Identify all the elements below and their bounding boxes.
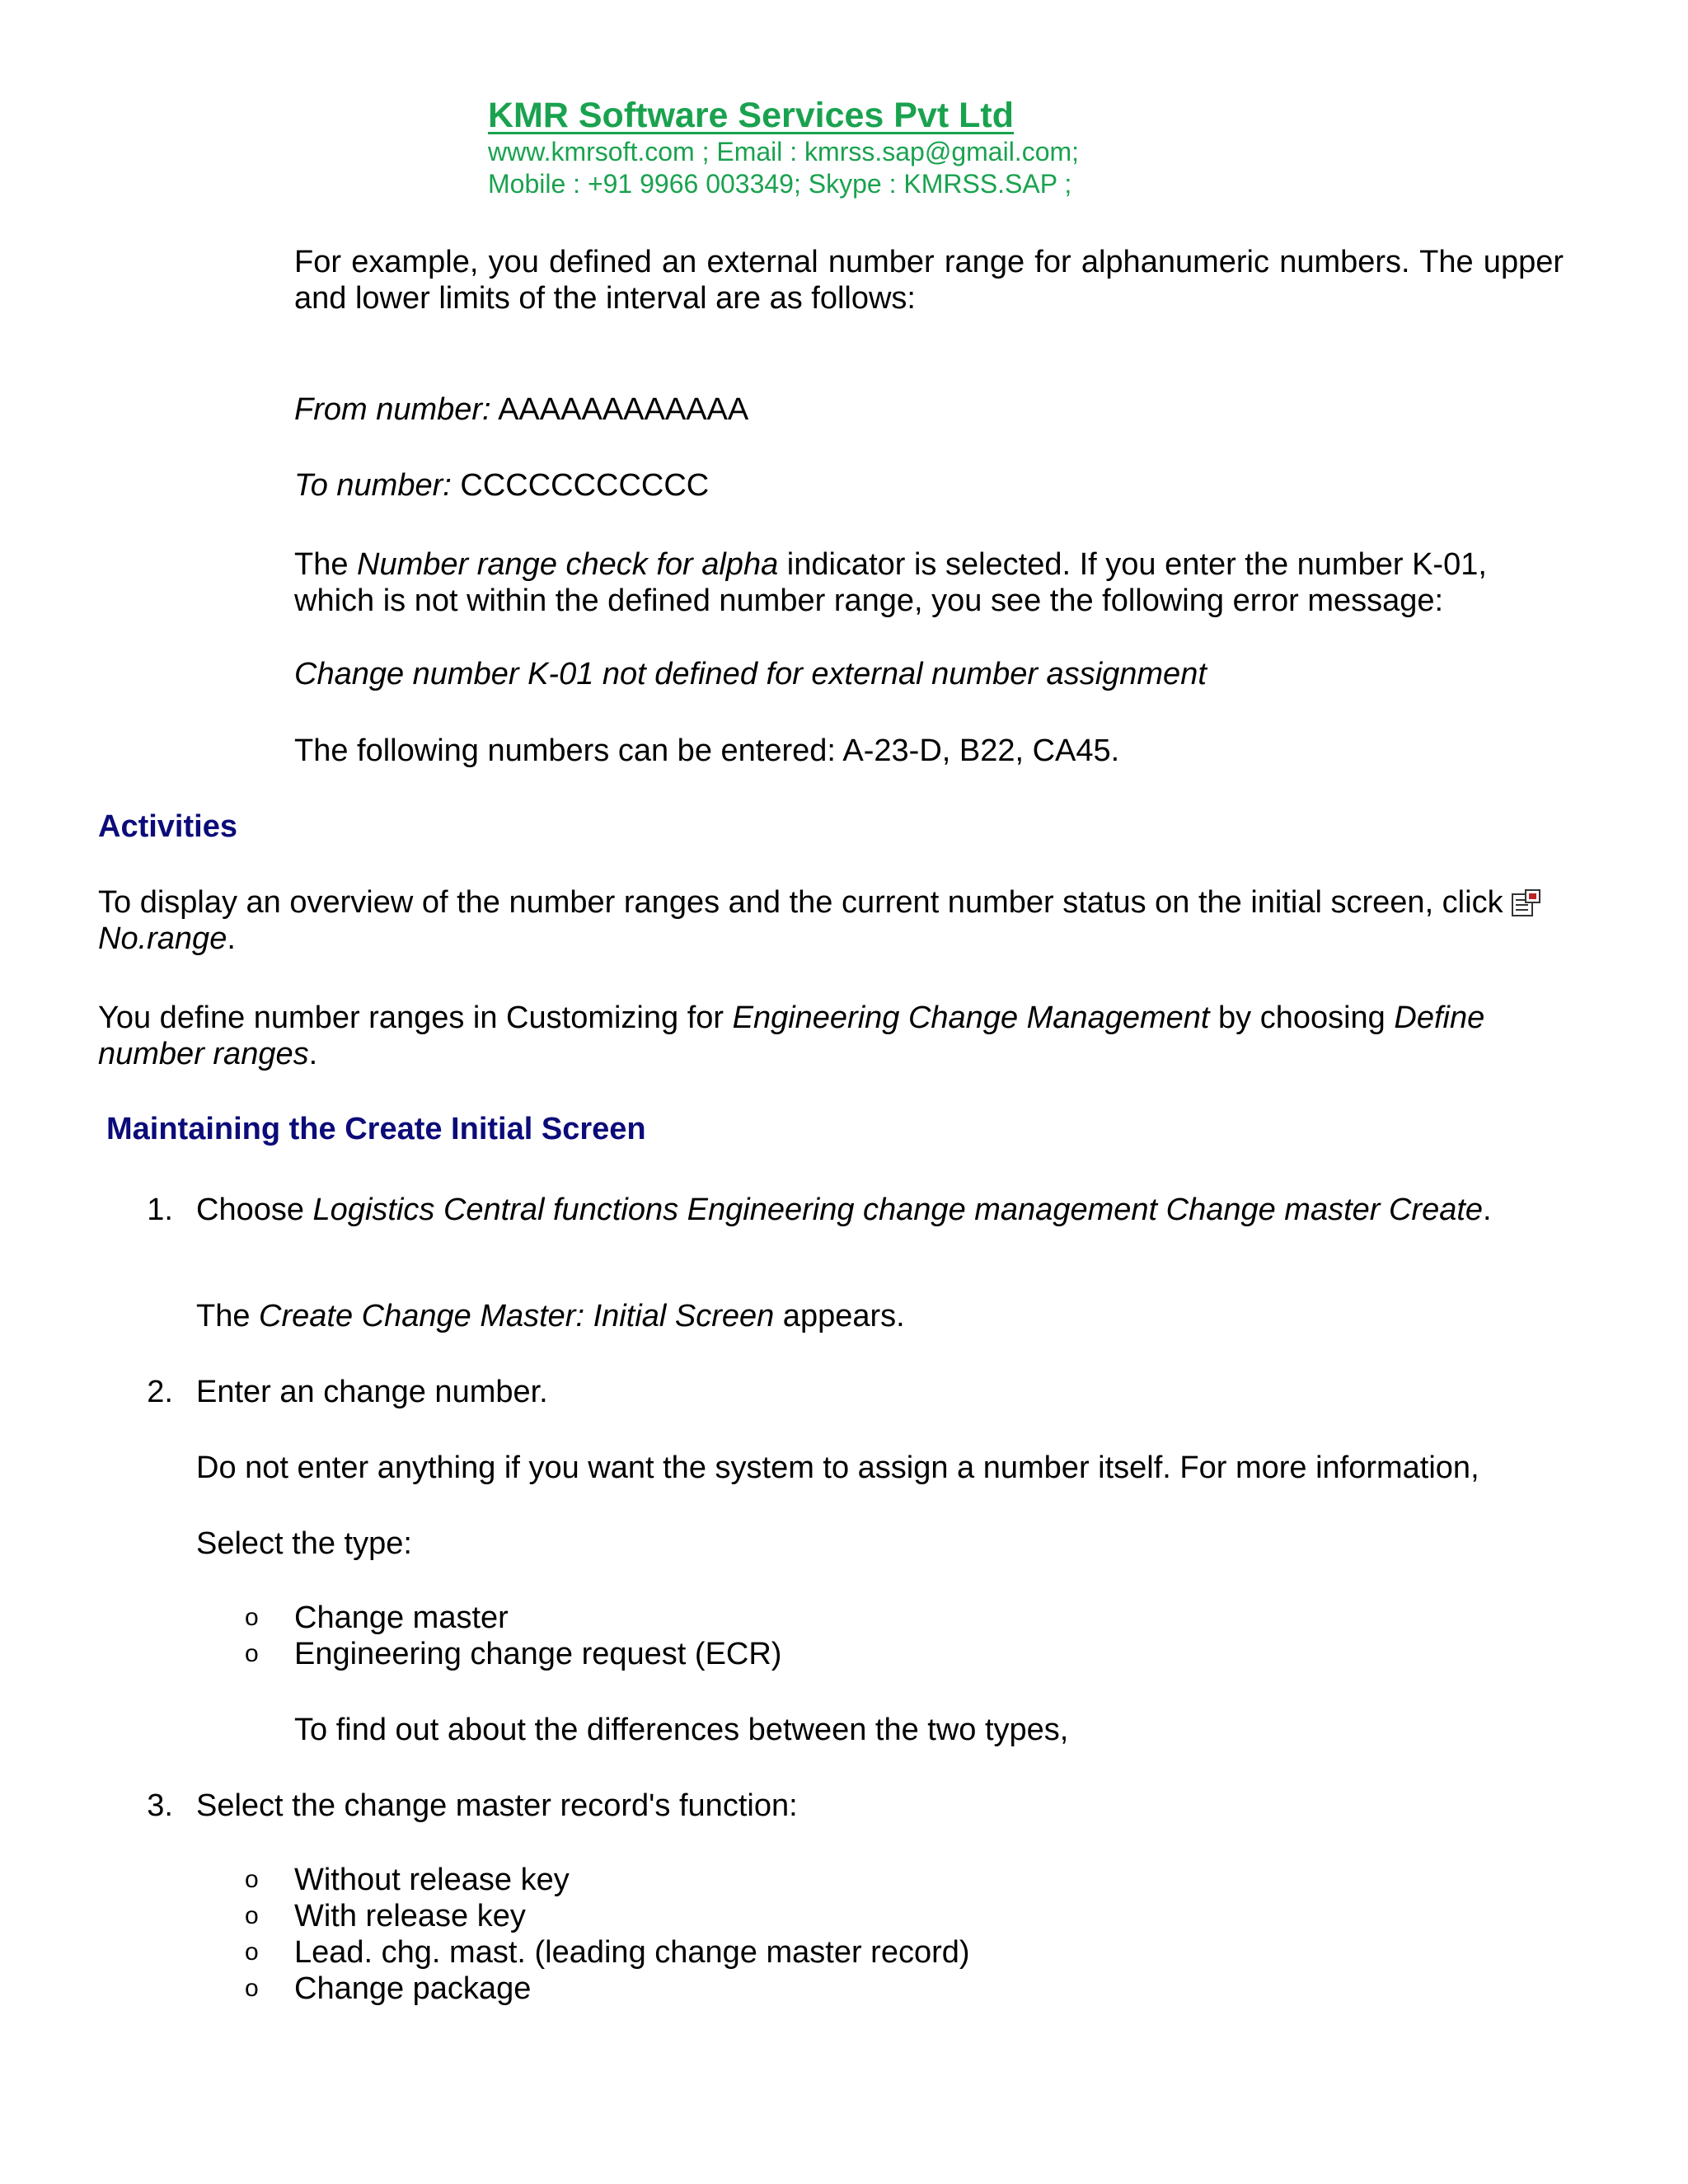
bullet: o [245,1604,259,1631]
activities-para2-text: You define number ranges in Customizing for [98,1001,733,1035]
step-3-number: 3. [147,1788,173,1823]
letterhead [488,96,1559,199]
bullet: o [245,1866,259,1893]
contact-line-phone-skype: Mobile : +91 9966 003349; Skype : KMRSS.SAP ; [488,168,1072,199]
step-1-end: . [1483,1193,1492,1227]
function-without-release-key: Without release key [294,1863,570,1897]
types-note: To find out about the differences between the two types, [294,1713,1069,1747]
step-1-pre: Choose [196,1193,313,1227]
function-with-release-key: With release key [294,1899,526,1933]
step-1-result-pre: The [196,1299,260,1333]
step-2-select-type: Select the type: [196,1526,412,1561]
function-leading-change-master: Lead. chg. mast. (leading change master record) [294,1935,970,1970]
bullet: o [245,1902,259,1929]
to-number-label: To number: [294,468,452,503]
activities-para1-text: To display an overview of the number ranges and the current number status on the initial screen, click [98,885,1512,920]
step-3: Select the change master record's function: [196,1788,798,1823]
check-indicator-name: Number range check for alpha [357,547,779,582]
error-message [294,656,1207,692]
activities-para2-mid: by choosing [1209,1001,1395,1035]
step-1 [196,1192,1581,1228]
function-change-package: Change package [294,1971,532,2006]
step-1-number: 1. [147,1193,173,1227]
step-1-result-post: appears. [774,1299,905,1333]
check-text-pre: The [294,547,358,582]
activities-para2-end: . [308,1037,318,1072]
ecm-customizing-name: Engineering Change Management [732,1001,1210,1035]
contact-line-web-email: www.kmrsoft.com ; Email : kmrss.sap@gmail.com; [488,137,1080,167]
error-message-text: Change number K-01 not defined for external number assignment [294,657,1207,691]
from-number-value: AAAAAAAAAAAA [490,392,749,427]
step-2-note: Do not enter anything if you want the system to assign a number itself. For more information, [196,1451,1479,1485]
initial-screen-name: Create Change Master: Initial Screen [259,1299,775,1333]
from-number-label: From number: [294,392,491,427]
from-number-line [294,391,748,428]
activities-para1-end: . [227,921,236,957]
example-paragraph: For example, you defined an external number range for alphanumeric numbers. The upper and lower limits of the interval are as follows: [294,245,1564,316]
maintaining-heading: Maintaining the Create Initial Screen [106,1112,646,1146]
allowed-numbers: The following numbers can be entered: A-23-D, B22, CA45. [294,733,1120,768]
type-ecr: Engineering change request (ECR) [294,1637,782,1671]
number-range-icon [1512,889,1541,917]
activities-heading: Activities [98,809,237,844]
bullet: o [245,1640,259,1667]
to-number-value: CCCCCCCCCCC [451,468,710,503]
activities-paragraph-2 [98,1000,1582,1072]
step-1-result [196,1298,905,1334]
step-2: Enter an change number. [196,1375,548,1409]
company-name: KMR Software Services Pvt Ltd [488,96,1015,135]
no-range-link: No.range [98,921,227,957]
bullet: o [245,1938,259,1966]
define-number-ranges-name: Define number ranges [98,1001,1485,1072]
check-paragraph [294,546,1564,619]
type-change-master: Change master [294,1601,509,1635]
step-1-menu-path: Logistics Central functions Engineering change management Change master Create [312,1193,1484,1227]
activities-paragraph-1 [98,884,1582,957]
check-text-post: indicator is selected. If you enter the number K-01, which is not within the defined number range, you see the following error message: [294,547,1487,619]
bullet: o [245,1975,259,2002]
to-number-line [294,467,709,504]
step-2-number: 2. [147,1375,173,1409]
